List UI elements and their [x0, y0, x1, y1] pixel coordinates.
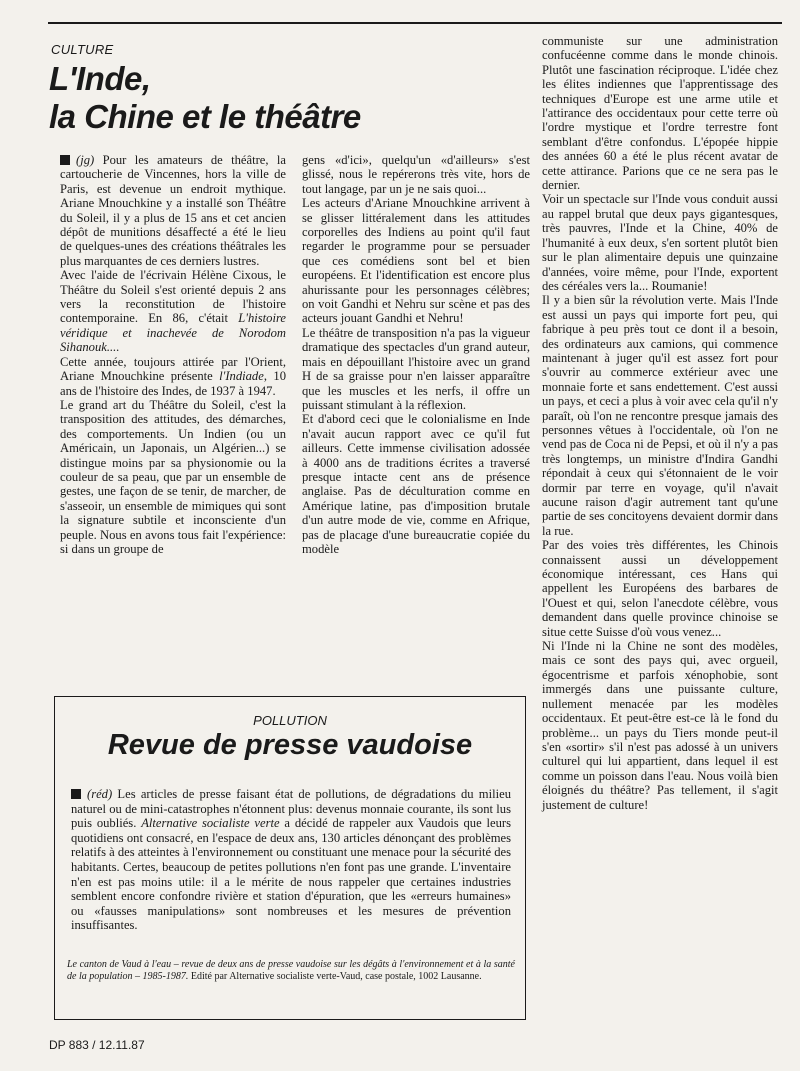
issue-footer: DP 883 / 12.11.87 [49, 1038, 145, 1052]
author-tag: (jg) [76, 153, 95, 167]
article-column-1 [60, 153, 286, 556]
article-column-2 [302, 153, 530, 556]
box-reference-note: Le canton de Vaud à l'eau – revue de deux ans de presse vaudoise sur les dégâts à l'environnement et à la santé de la population – 1985-1987. Edité par Alternative socialiste verte-Vaud, case postale, 1002 Lausanne. [67, 959, 515, 983]
section-rubric: CULTURE [51, 42, 114, 57]
article-title-line2: la Chine et le théâtre [49, 98, 361, 135]
paragraph: gens «d'ici», quelqu'un «d'ailleurs» s'est glissé, nous le repérerons très vite, hors de tout langage, par un je ne sais quoi... [302, 153, 530, 196]
top-rule [48, 22, 782, 24]
bullet-square-icon [71, 789, 81, 799]
box-body: (réd) Les articles de presse faisant état de pollutions, de dégradations du milieu naturel ou de mini-catastrophes n'étonnent plus: devenus monnaie courante, ils sont lus puis oubliés. Alternative socialiste verte a décidé de rappeler aux Vaudois que leurs quotidiens ont consacré, en l'espace de deux ans, 130 articles dénonçant des problèmes relatifs à des atteintes à l'environnement ou constituant une menace pour la sécurité des habitants. Certes, beaucoup de petites pollutions n'en font pas une grande. L'inventaire n'en est pas moins utile: il a le mérite de nous rappeler que certaines industries semblent encore confondre rivière et station d'épuration, que les «erreurs humaines» ou «fausses manipulations» sont nombreuses et les mesures de prévention insuffisantes. [71, 787, 512, 933]
paragraph: Voir un spectacle sur l'Inde vous conduit aussi au rappel brutal que deux pays gigantesques, très pauvres, l'Inde et la Chine, 40% de l'humanité à eux deux, s'en sortent plutôt bien sur le plan alimentaire depuis une quinzaine d'années, voire même, pour l'Inde, exportent des céréales vers la... Roumanie! [542, 192, 778, 293]
paragraph: Ni l'Inde ni la Chine ne sont des modèles, mais ce sont des pays qui, avec orgueil, égocentrisme et parfois xénophobie, sont immergés dans une puissante culture, nullement menacée par les modèles occidentaux. Et peut-être est-ce là le fond du problème... un pays du Tiers monde peut-il s'en «sortir» s'il n'est pas adossé à un univers culturel qui lui appartient, dans lequel il est comme un poisson dans l'eau. Nous voilà bien éloignés du théâtre? Pas tellement, il s'agit justement de culture! [542, 639, 778, 812]
box-title: Revue de presse vaudoise [107, 729, 473, 761]
paragraph: Il y a bien sûr la révolution verte. Mais l'Inde est aussi un pays qui importe fort peu, qui fabrique à peu près tout ce dont il a besoin, des ordinateurs aux camions, qui commence maintenant à juger qu'il est assez fort pour s'ouvrir au commerce extérieur avec une monnaie forte et sans endettement. C'est aussi un pays, et ceci a plus à voir avec cela qu'il n'y paraît, où l'on ne rencontre presque jamais des personnes vêtues à l'occidentale, où l'on ne vend pas de Coca ni de Pepsi, et où il n'y a pas très longtemps, un ministre d'Indira Gandhi répondait à ceux qui s'étonnaient de le voir dormir par terre en voyage, qu'il n'avait aucune raison d'agir autrement tant qu'une partie de ses concitoyens devaient dormir dans la rue. [542, 293, 778, 538]
article-title-line1: L'Inde, [49, 60, 151, 97]
paragraph: communiste sur une administration confucéenne comme dans le monde chinois. Plutôt une fascination réciproque. L'idée chez les élites indiennes que l'apprentissage des techniques d'Europe est une arme utile et l'attirance des occidentaux pour cette terre où l'ordre mystique et l'ordre terrestre font semblant d'être confondus. L'épopée hippie des années 60 a été le plus récent avatar de cette attirance. Parions que ce ne sera pas le dernier. [542, 34, 778, 193]
paragraph: Par des voies très différentes, les Chinois connaissent aussi un développement économique intéressant, ces Hans qui appellent les Européens des barbares de l'Ouest et qui, selon l'anecdote célèbre, vous demandent dans quelle province chinoise se situe cette Suisse d'où vous venez... [542, 538, 778, 639]
bullet-square-icon [60, 155, 70, 165]
paragraph: Les acteurs d'Ariane Mnouchkine arrivent à se glisser littéralement dans les attitudes corporelles des Indiens au point qu'il faut regarder le programme pour se persuader que ces comédiens sont bel et bien européens. Et l'identification est encore plus ahurissante pour les personnages célèbres; on voit Gandhi et Nehru sur scène et pas des acteurs jouant Gandhi et Nehru! [302, 196, 530, 326]
box-rubric: POLLUTION [253, 713, 327, 728]
paragraph: Le théâtre de transposition n'a pas la vigueur dramatique des spectacles d'un grand auteur, mais en dépouillant l'histoire avec un grand H de sa graisse pour n'en laisser apparaître que les muscles et les nerfs, il offre un puissant stimulant à la réflexion. [302, 325, 530, 412]
author-tag: (réd) [87, 787, 113, 801]
paragraph: Et d'abord ceci que le colonialisme en Inde n'avait aucun rapport avec ce qu'il fut ailleurs. Cette immense civilisation adossée à 4000 ans de traditions écrites a traversé presque intacte cent ans de présence anglaise. Pas de déculturation comme en Amérique latine, pas d'imposition brutale d'un autre mode de vie, comme en Afrique, pas de placage d'une bureaucratie copiée du modèle [302, 412, 530, 556]
paragraph: Avec l'aide de l'écrivain Hélène Cixous, le Théâtre du Soleil s'est orienté depuis 2 ans vers la reconstitution de l'histoire contemporaine. En 86, c'était L'histoire véridique et inachevée de Norodom Sihanouk.... [60, 268, 286, 355]
article-column-3 [542, 34, 778, 812]
paragraph: Le grand art du Théâtre du Soleil, c'est la transposition des attitudes, des démarches, des comportements. Un Indien (ou un Américain, un Japonais, un Algérien...) se distingue moins par sa physionomie ou la couleur de sa peau, que par un ensemble de gestes, une façon de se tenir, de marcher, de s'asseoir, un ensemble de mimiques qui sont la signature subtile et inconsciente d'un peuple. Nous en avons tous fait l'expérience: si dans un groupe de [60, 397, 286, 556]
paragraph: (jg) Pour les amateurs de théâtre, la cartoucherie de Vincennes, hors la ville de Paris, est devenue un endroit mythique. Ariane Mnouchkine y a installé son Théâtre du Soleil, il y a plus de 15 ans et cet ancien dépôt de munitions désaffecté a été le lieu de quelques-unes des créations théâtrales les plus marquantes de ces derniers lustres. [60, 153, 286, 268]
paragraph: Cette année, toujours attirée par l'Orient, Ariane Mnouchkine présente l'Indiade, 10 ans de l'histoire des Indes, de 1937 à 1947. [60, 354, 286, 398]
article-title [49, 60, 361, 136]
sidebar-box-pollution [54, 696, 526, 1020]
